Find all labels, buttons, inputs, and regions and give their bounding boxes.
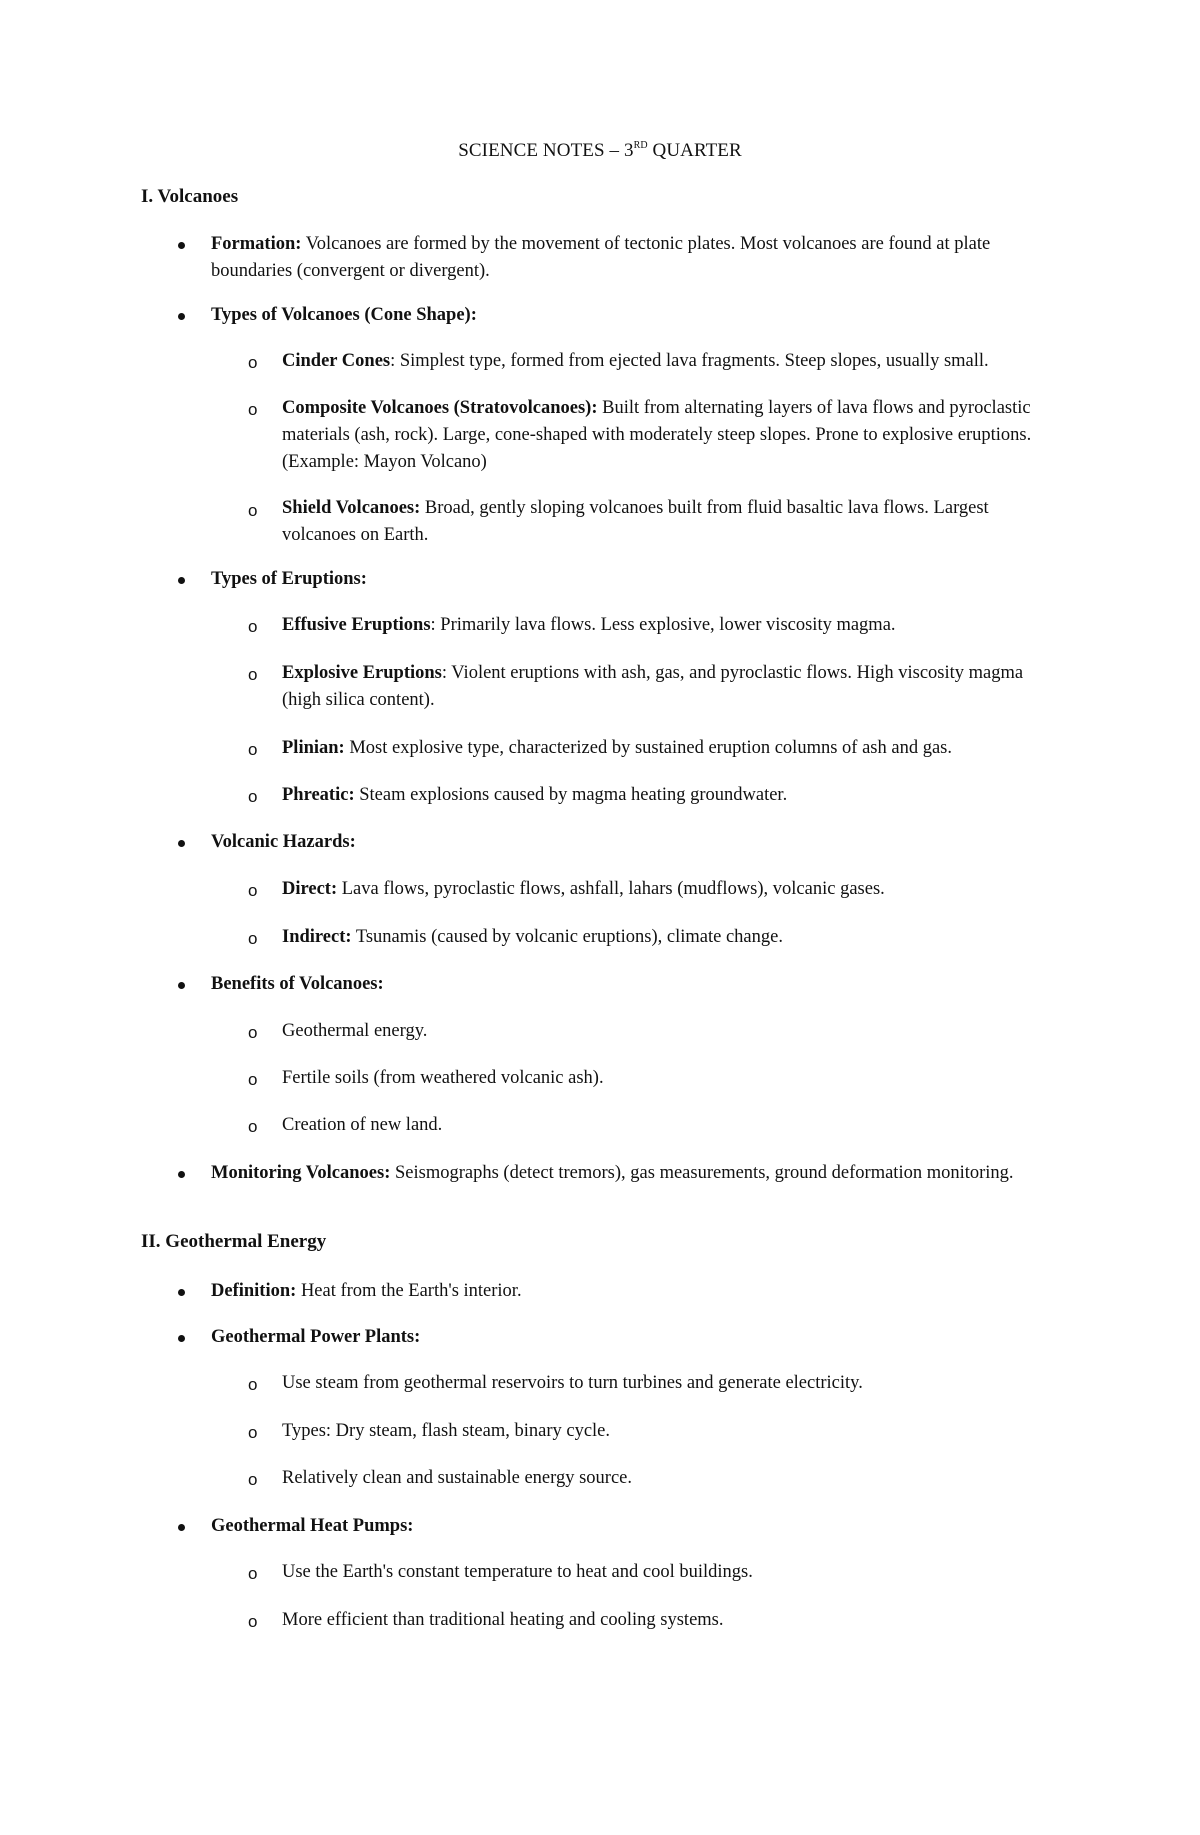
sub-bullet-marker: o bbox=[248, 353, 258, 372]
heat-pump-item: Use the Earth's constant temperature to heat and cool buildings. bbox=[282, 1562, 753, 1582]
power-plant-item: Relatively clean and sustainable energy source. bbox=[282, 1468, 633, 1488]
definition-item: Definition: Heat from the Earth's interior. bbox=[211, 1281, 522, 1301]
sub-bullet-marker: o bbox=[248, 400, 258, 419]
effusive-eruptions-item: Effusive Eruptions: Primarily lava flows. Less explosive, lower viscosity magma. bbox=[282, 615, 896, 635]
page-title: SCIENCE NOTES – 3RD QUARTER bbox=[458, 140, 742, 161]
sub-bullet-marker: o bbox=[248, 740, 258, 759]
sub-bullet-marker: o bbox=[248, 617, 258, 636]
phreatic-item: Phreatic: Steam explosions caused by magma heating groundwater. bbox=[282, 785, 788, 805]
direct-hazards-item: Direct: Lava flows, pyroclastic flows, ashfall, lahars (mudflows), volcanic gases. bbox=[282, 879, 885, 899]
heat-pumps-heading: Geothermal Heat Pumps: bbox=[211, 1516, 414, 1536]
plinian-item: Plinian: Most explosive type, characterized by sustained eruption columns of ash and gas. bbox=[282, 738, 952, 758]
sub-bullet-marker: o bbox=[248, 1023, 258, 1042]
composite-volcanoes-item: Composite Volcanoes (Stratovolcanoes): Built from alternating layers of lava flows and pyroclastic materials (ash, rock). Large, cone-shaped with moderately steep slopes. Prone to explosive eruptions. (Example: Mayon Volcano) bbox=[282, 398, 1032, 472]
section-heading-geothermal: II. Geothermal Energy bbox=[141, 1231, 327, 1252]
heat-pump-item: More efficient than traditional heating and cooling systems. bbox=[282, 1610, 724, 1630]
sub-bullet-marker: o bbox=[248, 1564, 258, 1583]
benefits-heading: Benefits of Volcanoes: bbox=[211, 974, 384, 994]
bullet-dot bbox=[178, 242, 185, 249]
sub-bullet-marker: o bbox=[248, 1070, 258, 1089]
sub-bullet-marker: o bbox=[248, 665, 258, 684]
explosive-eruptions-item: Explosive Eruptions: Violent eruptions with ash, gas, and pyroclastic flows. High viscosity magma (high silica content). bbox=[282, 663, 1024, 710]
sub-bullet-marker: o bbox=[248, 1117, 258, 1136]
bullet-dot bbox=[178, 1289, 185, 1296]
bullet-dot bbox=[178, 313, 185, 320]
power-plant-item: Use steam from geothermal reservoirs to turn turbines and generate electricity. bbox=[282, 1373, 863, 1393]
power-plant-item: Types: Dry steam, flash steam, binary cycle. bbox=[282, 1421, 611, 1441]
benefit-item: Geothermal energy. bbox=[282, 1021, 428, 1041]
types-of-volcanoes-heading: Types of Volcanoes (Cone Shape): bbox=[211, 305, 477, 325]
sub-bullet-marker: o bbox=[248, 881, 258, 900]
bullet-dot bbox=[178, 840, 185, 847]
shield-volcanoes-item: Shield Volcanoes: Broad, gently sloping volcanoes built from fluid basaltic lava flows. Largest volcanoes on Earth. bbox=[282, 498, 989, 545]
sub-bullet-marker: o bbox=[248, 929, 258, 948]
sub-bullet-marker: o bbox=[248, 1375, 258, 1394]
section-heading-volcanoes: I. Volcanoes bbox=[141, 186, 239, 207]
bullet-dot bbox=[178, 1335, 185, 1342]
types-of-eruptions-heading: Types of Eruptions: bbox=[211, 569, 367, 589]
bullet-dot bbox=[178, 577, 185, 584]
bullet-dot bbox=[178, 1524, 185, 1531]
cinder-cones-item: Cinder Cones: Simplest type, formed from ejected lava fragments. Steep slopes, usually small. bbox=[282, 351, 989, 371]
power-plants-heading: Geothermal Power Plants: bbox=[211, 1327, 421, 1347]
sub-bullet-marker: o bbox=[248, 1470, 258, 1489]
sub-bullet-marker: o bbox=[248, 1423, 258, 1442]
sub-bullet-marker: o bbox=[248, 787, 258, 806]
bullet-dot bbox=[178, 982, 185, 989]
benefit-item: Fertile soils (from weathered volcanic ash). bbox=[282, 1068, 604, 1088]
volcanic-hazards-heading: Volcanic Hazards: bbox=[211, 832, 356, 852]
sub-bullet-marker: o bbox=[248, 501, 258, 520]
formation-item: Formation: Volcanoes are formed by the movement of tectonic plates. Most volcanoes are found at plate boundaries (convergent or divergent). bbox=[211, 234, 991, 281]
benefit-item: Creation of new land. bbox=[282, 1115, 443, 1135]
sub-bullet-marker: o bbox=[248, 1612, 258, 1631]
indirect-hazards-item: Indirect: Tsunamis (caused by volcanic eruptions), climate change. bbox=[282, 927, 783, 947]
bullet-dot bbox=[178, 1171, 185, 1178]
monitoring-item: Monitoring Volcanoes: Seismographs (detect tremors), gas measurements, ground deformation monitoring. bbox=[211, 1163, 1014, 1183]
